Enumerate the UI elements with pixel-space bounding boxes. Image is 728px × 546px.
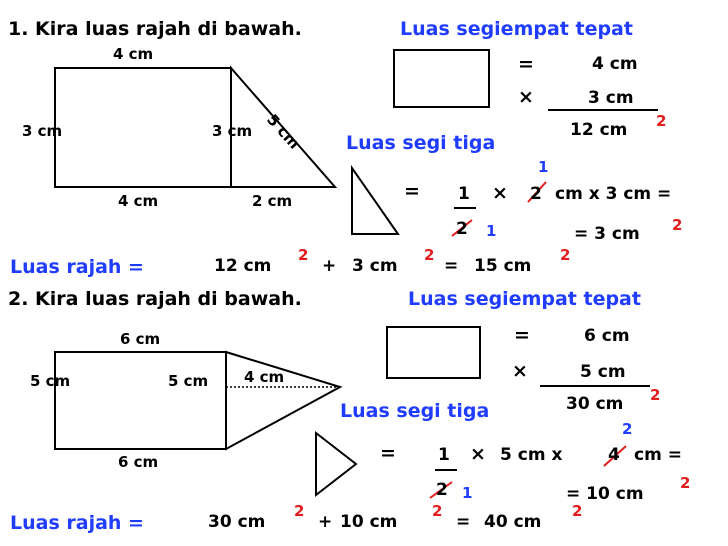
p1-rect-title: Luas segiempat tepat (400, 18, 633, 40)
p2-total-equals: = (456, 512, 471, 532)
p1-total-term-a-exponent: 2 (298, 246, 309, 264)
p1-fraction-denominator: 2 (456, 219, 468, 239)
p1-triangle-result-exponent: 2 (672, 216, 683, 234)
p2-question: 2. Kira luas rajah di bawah. (8, 288, 302, 310)
p1-middle-length: 3 cm (212, 122, 253, 140)
p2-top-length: 6 cm (120, 330, 161, 348)
p2-triangle (226, 352, 340, 449)
p2-total-label: Luas rajah = (10, 512, 144, 534)
p2-total-term-a-exponent: 2 (294, 502, 305, 520)
p1-fraction-numerator: 1 (458, 184, 470, 204)
p1-tri-equals: = (404, 180, 420, 202)
p1-question: 1. Kira luas rajah di bawah. (8, 18, 302, 40)
p1-cancelled-base: 2 (530, 184, 542, 204)
p2-total-term-b-exponent: 2 (432, 502, 443, 520)
p1-rect-length: 4 cm (592, 54, 638, 74)
p2-equals-sign: = (514, 324, 530, 346)
p1-triangle-result: = 3 cm (574, 224, 640, 244)
p2-cancelled-height: 4 (608, 445, 620, 465)
p2-triangle-result-exponent: 2 (680, 474, 691, 492)
p1-left-length: 3 cm (22, 122, 63, 140)
p1-rect-icon (394, 50, 489, 107)
p1-bottom-length: 4 cm (118, 192, 159, 210)
p1-plus-sign: + (322, 256, 337, 276)
p1-triangle-base: 2 cm (252, 192, 293, 210)
p2-tri-mid: 5 cm x (500, 445, 563, 465)
p2-total-term-a: 30 cm (208, 512, 266, 532)
p1-total-term-a: 12 cm (214, 256, 272, 276)
p2-cancel-top: 2 (622, 420, 633, 438)
p2-rect-result-exponent: 2 (650, 386, 661, 404)
p2-left-length: 5 cm (30, 372, 71, 390)
p2-tri-multiply: × (470, 443, 486, 465)
p2-rect-icon (387, 327, 480, 378)
p1-triangle-title: Luas segi tiga (346, 132, 496, 154)
p2-tri-rest: cm = (634, 445, 682, 465)
p1-top-length: 4 cm (113, 45, 154, 63)
p2-fraction-numerator: 1 (438, 445, 450, 465)
p1-hypotenuse-length: 5 cm (263, 110, 304, 153)
p2-rect-length: 6 cm (584, 326, 630, 346)
p2-total-result-exponent: 2 (572, 502, 583, 520)
p2-rect-width: 5 cm (580, 362, 626, 382)
p1-rect-result: 12 cm (570, 120, 628, 140)
p2-bottom-length: 6 cm (118, 453, 159, 471)
p1-cancel-top: 1 (538, 158, 549, 176)
p2-multiply-sign: × (512, 360, 528, 382)
p1-total-result-exponent: 2 (560, 246, 571, 264)
p2-rect-title: Luas segiempat tepat (408, 288, 641, 310)
p1-cancel-bottom: 1 (486, 222, 497, 240)
p1-multiply-sign: × (518, 86, 534, 108)
p2-triangle-title: Luas segi tiga (340, 400, 490, 422)
p2-rectangle (55, 352, 226, 449)
p2-middle-length: 5 cm (168, 372, 209, 390)
p1-total-result: 15 cm (474, 256, 532, 276)
p2-triangle-icon (316, 433, 356, 495)
p2-total-term-b: 10 cm (340, 512, 398, 532)
p1-total-label: Luas rajah = (10, 256, 144, 278)
p1-tri-multiply: × (492, 182, 508, 204)
p2-plus-sign: + (318, 512, 333, 532)
p2-tri-equals: = (380, 442, 396, 464)
p2-total-result: 40 cm (484, 512, 542, 532)
p1-total-term-b-exponent: 2 (424, 246, 435, 264)
p2-cancel-bottom: 1 (462, 484, 473, 502)
p1-total-term-b: 3 cm (352, 256, 398, 276)
p1-rectangle (55, 68, 231, 187)
p2-fraction-denominator: 2 (436, 480, 448, 500)
p1-rect-result-exponent: 2 (656, 112, 667, 130)
p1-rect-width: 3 cm (588, 88, 634, 108)
p2-rect-result: 30 cm (566, 394, 624, 414)
p1-total-equals: = (444, 256, 459, 276)
p1-tri-rest: cm x 3 cm = (555, 184, 672, 204)
p2-triangle-height: 4 cm (244, 368, 285, 386)
p2-triangle-result: = 10 cm (566, 484, 644, 504)
p1-equals-sign: = (518, 53, 534, 75)
p1-triangle-icon (352, 168, 398, 234)
